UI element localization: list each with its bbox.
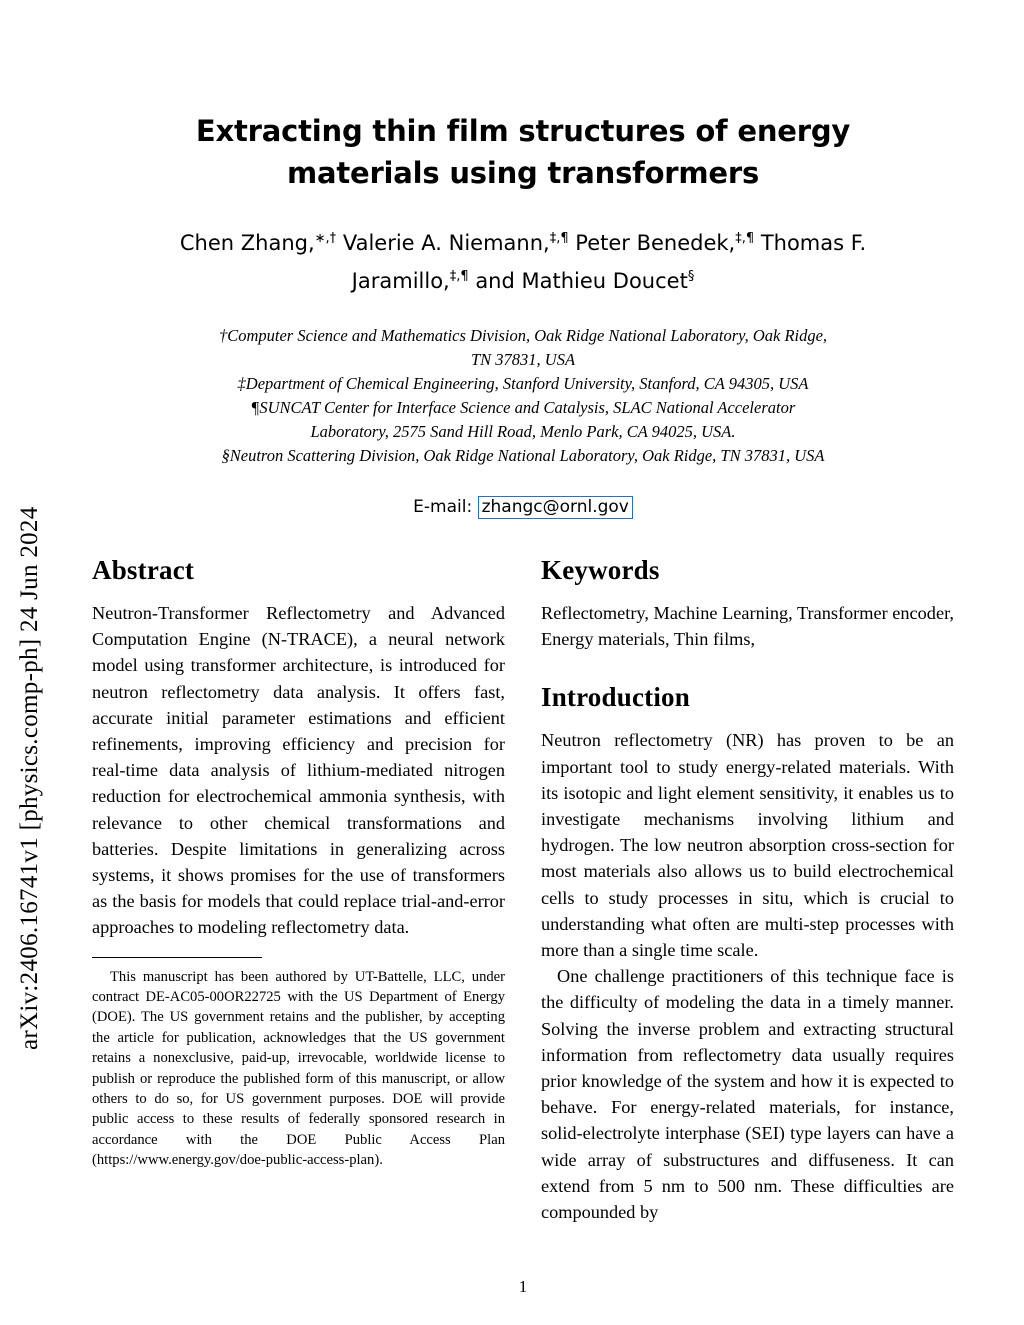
affiliation-line: †Computer Science and Mathematics Division, Oak Ridge National Laboratory, Oak Ridge,: [218, 326, 828, 345]
author-4-affil-marks: ‡,¶: [449, 269, 469, 284]
keywords-heading: Keywords: [541, 555, 660, 585]
page-title: [92, 110, 954, 194]
email-link[interactable]: zhangc@ornl.gov: [478, 496, 633, 519]
author-1: Chen Zhang,: [179, 231, 315, 255]
author-2: Valerie A. Niemann,: [336, 231, 550, 255]
paper-page: [92, 0, 954, 1325]
right-column: [541, 555, 954, 1225]
abstract-text: Neutron-Transformer Reflectometry and Advanced Computation Engine (N-TRACE), a neural network model using transformer architecture, is introduced for neutron reflectometry data analysis. It offers fast, accurate initial parameter estimations and efficient refinements, improving efficiency and precision for real-time data analysis of lithium-mediated nitrogen reduction for electrochemical ammonia synthesis, with relevance to other chemical transformations and batteries. Despite limitations in generalizing across systems, it shows promises for the use of transformers as the basis for models that could replace trial-and-error approaches to modeling reflectometry data.: [92, 603, 505, 938]
title-line-1: Extracting thin film structures of energy: [195, 114, 851, 148]
arxiv-stamp: arXiv:2406.16741v1 [physics.comp-ph] 24 Jun 2024: [16, 506, 43, 1050]
title-line-2: materials using transformers: [286, 156, 760, 190]
footnote-rule: [92, 957, 262, 958]
author-5-affil-marks: §: [687, 269, 695, 284]
author-1-affil-marks: ∗,†: [314, 231, 337, 246]
author-list: [92, 222, 954, 298]
two-column-body: [92, 555, 954, 1225]
affiliation-line: ¶SUNCAT Center for Interface Science and Catalysis, SLAC National Accelerator: [250, 398, 796, 417]
affiliation-line: Laboratory, 2575 Sand Hill Road, Menlo Park, CA 94025, USA.: [310, 422, 736, 441]
introduction-paragraph-1: Neutron reflectometry (NR) has proven to be an important tool to study energy-related materials. With its isotopic and light element sensitivity, it enables us to investigate mechanisms involving lithium and hydrogen. The low neutron absorption cross-section for most materials also allows us to build electrochemical cells to study processes in situ, which is crucial to understanding what often are multi-step processes with more than a single time scale.: [541, 730, 954, 961]
introduction-paragraph-2: One challenge practitioners of this technique face is the difficulty of modeling the data in a timely manner. Solving the inverse problem and extracting structural information from reflectometry data usually requires prior knowledge of the system and how it is expected to behave. For energy-related materials, for instance, solid-electrolyte interphase (SEI) type layers can have a wide array of substructures and diffuseness. It can extend from 5 nm to 500 nm. These difficulties are compounded by: [541, 966, 954, 1223]
affiliation-line: ‡Department of Chemical Engineering, Stanford University, Stanford, CA 94305, USA: [237, 374, 809, 393]
page-number: 1: [518, 1277, 528, 1296]
affiliations: [92, 324, 954, 468]
author-4-part1: Thomas F.: [754, 231, 867, 255]
author-3-affil-marks: ‡,¶: [735, 231, 755, 246]
affiliation-line: TN 37831, USA: [470, 350, 576, 369]
author-2-affil-marks: ‡,¶: [549, 231, 569, 246]
abstract-heading: Abstract: [92, 555, 195, 585]
author-4-part2: Jaramillo,: [351, 269, 450, 293]
keywords-text: Reflectometry, Machine Learning, Transformer encoder, Energy materials, Thin films,: [541, 603, 954, 650]
author-3: Peter Benedek,: [568, 231, 736, 255]
email-line: [92, 496, 954, 519]
affiliation-line: §Neutron Scattering Division, Oak Ridge National Laboratory, Oak Ridge, TN 37831, USA: [221, 446, 825, 465]
introduction-heading: Introduction: [541, 682, 690, 713]
footnote-text: This manuscript has been authored by UT-Battelle, LLC, under contract DE-AC05-00OR22725 with the US Department of Energy (DOE). The US government retains and the publisher, by accepting the article for publication, acknowledges that the US government retains a nonexclusive, paid-up, irrevocable, worldwide license to publish or reproduce the published form of this manuscript, or allow others to do so, for US government purposes. DOE will provide public access to these results of federally sponsored research in accordance with the DOE Public Access Plan (https://www.energy.gov/doe-public-access-plan).: [92, 968, 505, 1169]
email-label: E-mail:: [413, 497, 478, 517]
left-column: [92, 555, 505, 1225]
author-5: and Mathieu Doucet: [468, 269, 688, 293]
